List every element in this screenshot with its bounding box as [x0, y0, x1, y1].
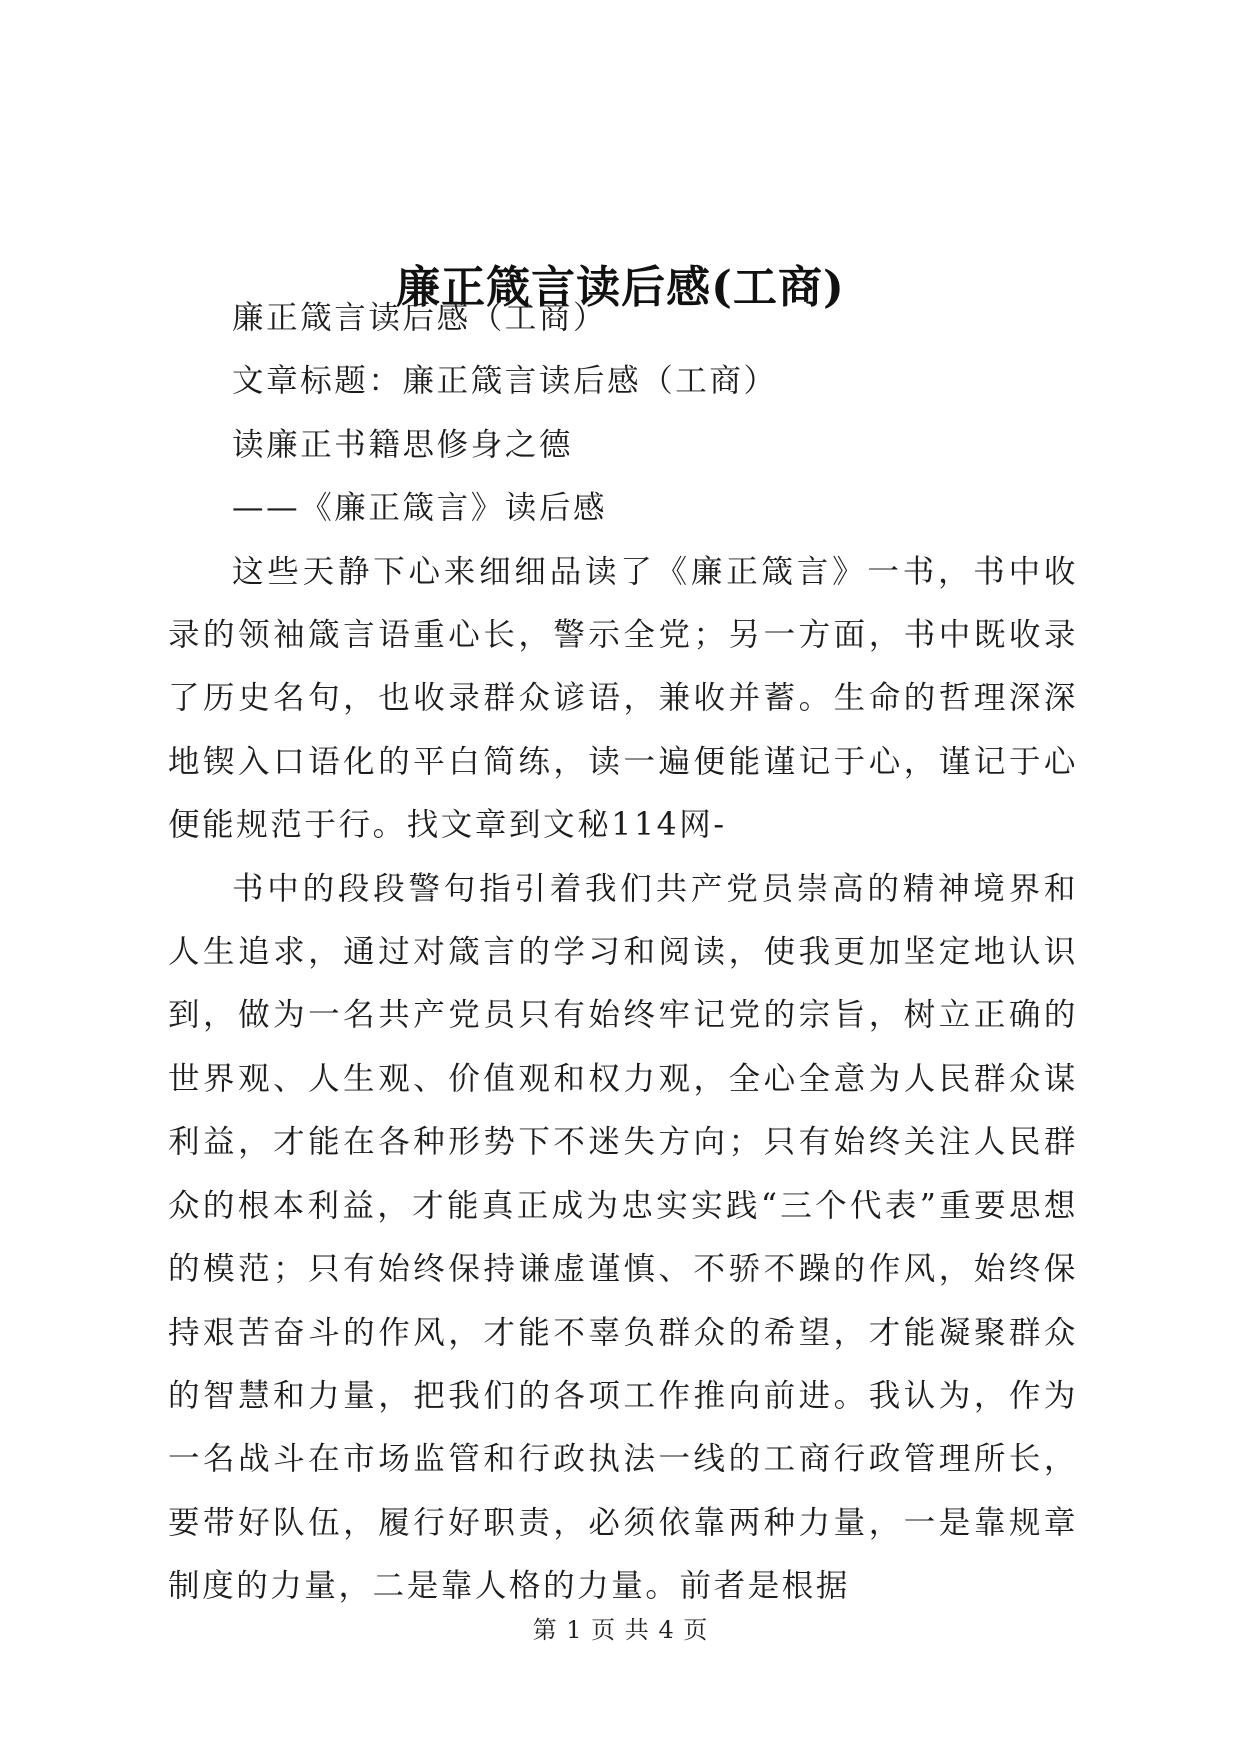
paragraph-body-1: 这些天静下心来细细品读了《廉正箴言》一书，书中收录的领袖箴言语重心长，警示全党；另一方面，书中既收录了历史名句，也收录群众谚语，兼收并蓄。生命的哲理深深地锲入口语化的平白简练，读一遍便能谨记于心，谨记于心便能规范于行。找文章到文秘114网-	[168, 553, 1078, 844]
page-footer: 第 1 页 共 4 页	[532, 1616, 709, 1644]
paragraph-subtitle: 廉正箴言读后感（工商）	[232, 300, 608, 336]
paragraph-heading: 读廉正书籍思修身之德	[232, 426, 574, 463]
document-body	[168, 287, 1078, 1619]
paragraph-article-title: 文章标题：廉正箴言读后感（工商）	[232, 363, 778, 400]
paragraph-subheading: ——《廉正箴言》读后感	[232, 490, 608, 527]
paragraph-body-2: 书中的段段警句指引着我们共产党员崇高的精神境界和人生追求，通过对箴言的学习和阅读，使我更加坚定地认识到，做为一名共产党员只有始终牢记党的宗旨，树立正确的世界观、人生观、价值观和权力观，全心全意为人民群众谋利益，才能在各种形势下不迷失方向；只有始终关注人民群众的根本利益，才能真正成为忠实实践“三个代表”重要思想的模范；只有始终保持谦虚谨慎、不骄不躁的作风，始终保持艰苦奋斗的作风，才能不辜负群众的希望，才能凝聚群众的智慧和力量，把我们的各项工作推向前进。我认为，作为一名战斗在市场监管和行政执法一线的工商行政管理所长，要带好队伍，履行好职责，必须依靠两种力量，一是靠规章制度的力量，二是靠人格的力量。前者是根据	[168, 870, 1078, 1605]
document-title: 廉正箴言读后感(工商)	[396, 262, 845, 314]
